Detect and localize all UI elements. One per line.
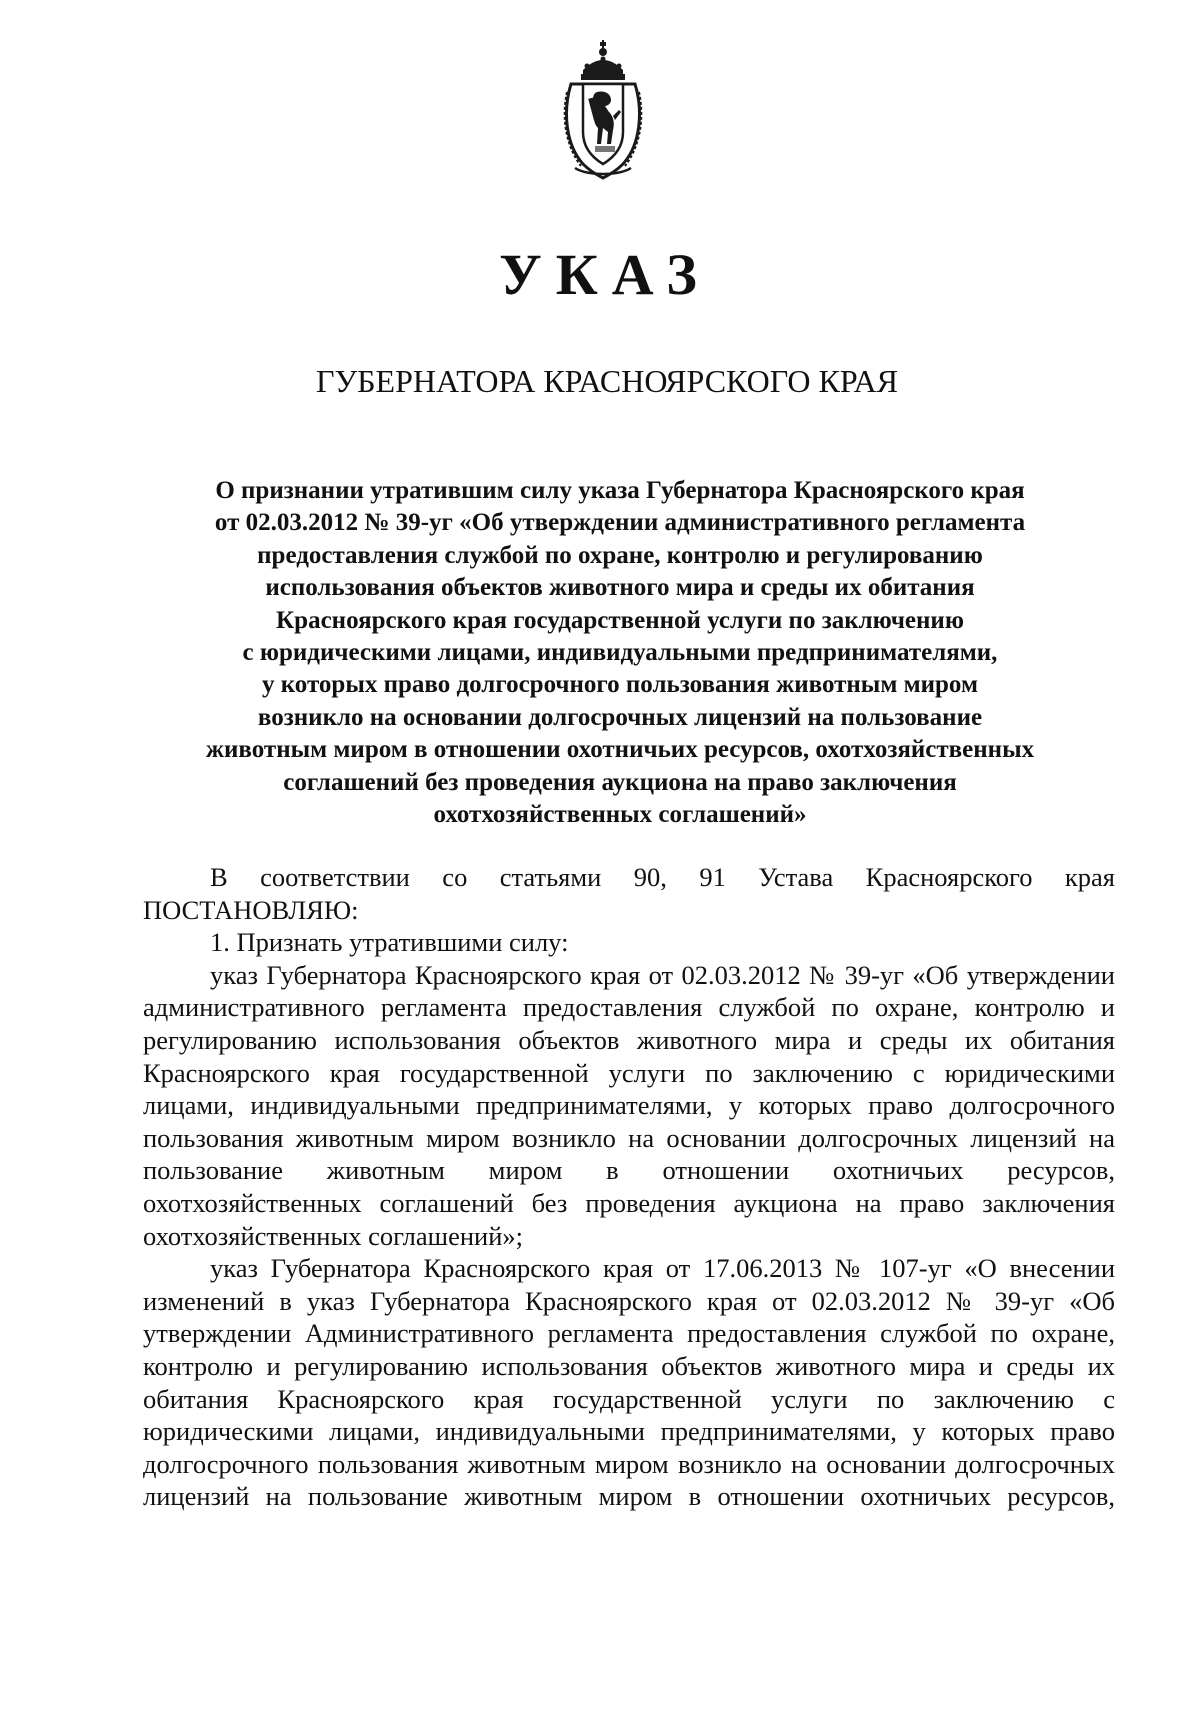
subject-line: охотхозяйственных соглашений»: [433, 801, 807, 829]
subject-line: у которых право долгосрочного пользования животным миром: [261, 671, 978, 699]
decree-subject-title: [140, 475, 1100, 831]
subject-line: от 02.03.2012 № 39-уг «Об утверждении административного регламента: [214, 509, 1026, 537]
subject-line: возникло на основании долгосрочных лицензий на пользование: [257, 703, 983, 731]
repealed-decree-a-paragraph: указ Губернатора Красноярского края от 02.03.2012 № 39-уг «Об утверждении административного регламента предоставления службой по охране, контролю и регулированию использования объектов животного мира и среды их обитания Красноярского края государственной услуги по заключению с юридическими лицами, индивидуальными предпринимателями, у которых право долгосрочного пользования животным миром возникло на основании долгосрочных лицензий на пользование животным миром в отношении охотничьих ресурсов, охотхозяйственных соглашений без проведения аукциона на право заключения охотхозяйственных соглашений»;: [143, 959, 1115, 1251]
subject-line: О признании утратившим силу указа Губернатора Красноярского края: [215, 477, 1025, 504]
issuing-authority: ГУБЕРНАТОРА КРАСНОЯРСКОГО КРАЯ: [316, 363, 898, 399]
repealed-decree-b-paragraph: указ Губернатора Красноярского края от 17.06.2013 № 107-уг «О внесении изменений в указ Губернатора Красноярского края от 02.03.2012 № 39-уг «Об утверждении Административного регламента предоставления службой по охране, контролю и регулированию использования объектов животного мира и среды их обитания Красноярского края государственной услуги по заключению с юридическими лицами, индивидуальными предпринимателями, у которых право долгосрочного пользования животным миром возникло на основании долгосрочных лицензий на пользование животным миром в отношении охотничьих ресурсов,: [143, 1253, 1115, 1512]
item-1-paragraph: 1. Признать утратившими силу:: [210, 927, 569, 958]
decree-type-heading: УКАЗ: [499, 242, 711, 307]
subject-line: предоставления службой по охране, контролю и регулированию: [257, 541, 983, 569]
decree-body: [143, 861, 1115, 1513]
coat-of-arms-icon: [561, 40, 645, 180]
subject-line: животным миром в отношении охотничьих ресурсов, охотхозяйственных: [205, 736, 1035, 764]
subject-line: использования объектов животного мира и среды их обитания: [265, 574, 975, 602]
preamble-paragraph: В соответствии со статьями 90, 91 Устава Красноярского края ПОСТАНОВЛЯЮ:: [143, 862, 1115, 925]
subject-line: с юридическими лицами, индивидуальными предпринимателями,: [242, 639, 998, 667]
subject-line: соглашений без проведения аукциона на право заключения: [283, 768, 957, 796]
subject-line: Красноярского края государственной услуги по заключению: [276, 606, 964, 634]
